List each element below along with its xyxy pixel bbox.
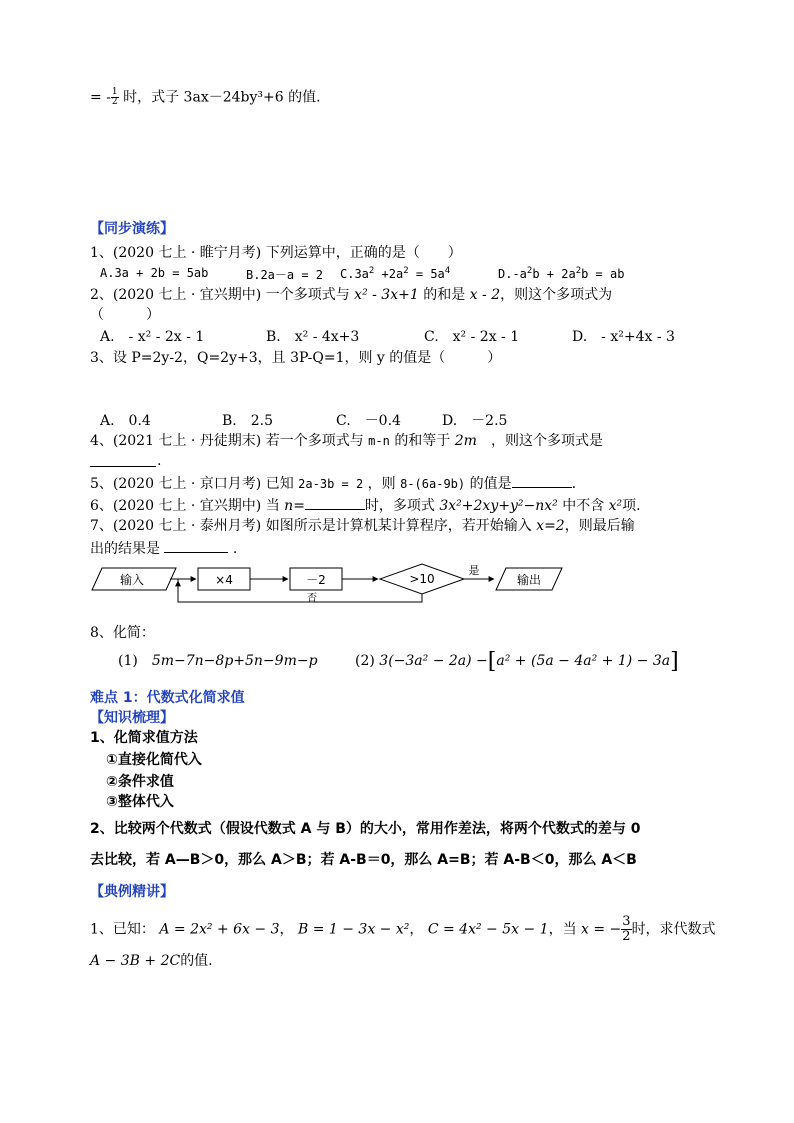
question-7-line-2: 出的结果是 . [90,538,237,558]
question-1-option-d: $D.-a^2b + 2a^2b$ = ab [498,266,625,281]
question-5-answer-blank[interactable] [512,473,572,488]
question-2-stem: 2、(2020 七上 · 宜兴期中) 一个多项式与 x² - 3x+1 的和是 x - 2，则这个多项式为 [90,287,613,303]
knowledge-heading: 【知识梳理】 [90,710,174,726]
question-2-option-b: B. x² - 4x+3 [266,329,360,345]
question-1-stem: 1、(2020 七上 · 睢宁月考) 下列运算中，正确的是（ ） [90,245,462,261]
top-line [90,88,321,107]
question-7-answer-blank[interactable] [164,538,228,553]
equals-sign: = [90,89,102,106]
knowledge-1-item-3: ③整体代入 [106,794,174,810]
flow-condition-label: >10 [409,572,435,586]
question-7-line-1: 7、(2020 七上 · 泰州月考) 如图所示是计算机某计算程序，若开始输入 x=2，则最后输 [90,518,635,534]
question-2-paren: （ ） [90,307,160,323]
knowledge-2-line-1: 2、比较两个代数式（假设代数式 A 与 B）的大小，常用作差法，将两个代数式的差与 0 [90,821,641,837]
question-4-period: . [157,453,162,469]
example-1-line-2: A − 3B + 2C的值. [90,953,213,969]
example-1-line-1: 1、已知： A = 2x² + 6x − 3， B = 1 − 3x − x²， C = 4x² − 5x − 1，当 x = − $\frac{3}{2}$ 时，求代数式 [90,914,716,944]
question-8-stem: 8、化简： [90,625,155,641]
fraction-one-half: $\frac{1}{2}$ [111,87,118,107]
flow-times-label: ×4 [215,573,233,587]
question-6-stem: 6、(2020 七上 · 宜兴期中) 当 n= 时，多项式 3x²+2xy+y²−nx² 中不含 x²项. [90,495,641,515]
flow-no-label: 否 [307,593,317,604]
top-line-text: 时，式子 3ax－24by³+6 的值. [123,89,321,106]
example-heading: 【典例精讲】 [90,884,174,900]
question-8-part-1: (1) 5m−7n−8p+5n−9m−p [118,653,318,669]
sync-practice-heading: 【同步演练】 [90,221,174,237]
flow-minus-label: －2 [306,573,326,587]
question-6-answer-blank[interactable] [305,495,365,510]
question-2-option-a: A. - x² - 2x - 1 [100,329,205,345]
question-4-answer-blank[interactable] [90,450,156,467]
knowledge-1-title: 1、化简求值方法 [90,730,198,746]
flow-yes-label: 是 [468,564,480,577]
question-2-option-d: D. - x²+4x - 3 [572,329,675,345]
question-1-option-b: B.2a－a = 2 [246,268,324,282]
question-4-stem: 4、(2021 七上 · 丹徒期末) 若一个多项式与 m-n 的和等于 2m ，则这个多项式是 [90,433,603,449]
left-bracket: [ [487,649,497,674]
knowledge-1-item-2: ②条件求值 [106,774,174,790]
question-3-stem: 3、设 P=2y-2，Q=2y+3，且 3P-Q=1，则 y 的值是（ ） [90,350,502,366]
flow-output-label: 输出 [516,573,542,587]
question-2-option-c: C. x² - 2x - 1 [424,329,520,345]
negative-sign: - [106,89,111,106]
question-3-option-c: C. －0.4 [336,413,401,429]
fraction-three-halves: $\frac{3}{2}$ [622,914,631,944]
difficulty-1-heading: 难点 1：代数式化简求值 [90,690,245,706]
question-1-option-c: $C.3a^2 +2a^2 = 5a^4$ [340,266,451,281]
question-1-option-a: A.3a + 2b = 5ab [100,266,209,280]
knowledge-2-line-2: 去比较，若 A—B＞0，那么 A＞B；若 A-B＝0，那么 A=B；若 A-B＜0，那么 A＜B [90,852,637,868]
question-3-option-d: D. －2.5 [442,413,508,429]
flowchart [88,560,568,610]
knowledge-1-item-1: ①直接化简代入 [106,752,202,768]
question-5-stem: 5、(2020 七上 · 京口月考) 已知 2a-3b = 2 ，则 8-(6a-9b) 的值是 . [90,473,576,493]
question-8-part-2: (2) 3(−3a² − 2a) −[a² + (5a − 4a² + 1) − 3a] [355,649,679,674]
right-bracket: ] [670,649,679,674]
question-3-option-b: B. 2.5 [222,413,274,429]
question-3-option-a: A. 0.4 [100,413,151,429]
flow-input-label: 输入 [119,573,145,587]
